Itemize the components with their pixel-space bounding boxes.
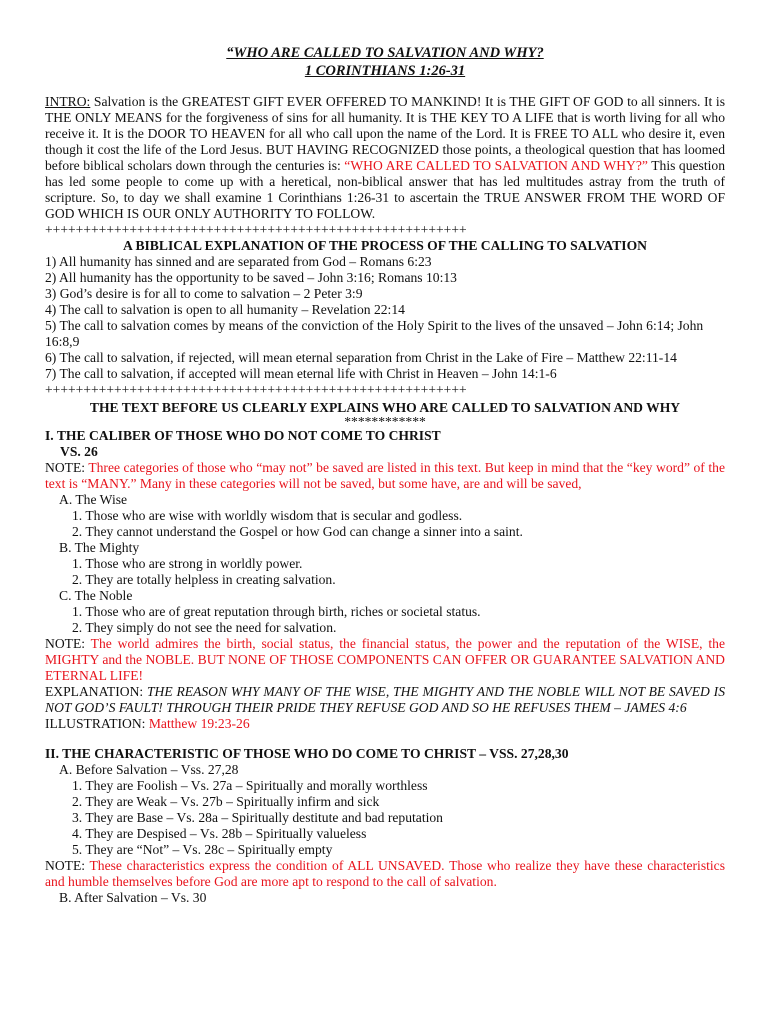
explanation-item: 3) God’s desire is for all to come to salvation – 2 Peter 3:9	[45, 286, 363, 301]
category-label: C. The Noble	[59, 588, 133, 603]
explanation-item: 6) The call to salvation, if rejected, will mean eternal separation from Christ in the Lake of Fire – Matthew 22:11-14	[45, 350, 677, 365]
illustration-reference: Matthew 19:23-26	[148, 716, 250, 731]
characteristic-item: 4. They are Despised – Vs. 28b – Spiritually valueless	[72, 826, 367, 841]
illustration-label: ILLUSTRATION:	[45, 716, 149, 731]
intro-text-continued: This question has led some people to come up with a heretical, non-biblical answer that has led multitudes astray from the truth of scripture. So, to day we shall examine 1 Corinthians 1:26-31 to ascertain the TRUE ANSWER FROM THE WORD OF GOD WHICH IS OUR ONLY AUTHORITY TO FOLLOW.	[45, 158, 725, 221]
explanation-item: 4) The call to salvation is open to all humanity – Revelation 22:14	[45, 302, 405, 317]
text-heading: THE TEXT BEFORE US CLEARLY EXPLAINS WHO ARE CALLED TO SALVATION AND WHY	[89, 400, 681, 415]
document-page	[45, 44, 725, 906]
category-item: 2. They are totally helpless in creating salvation.	[72, 572, 336, 587]
section2-heading: II. THE CHARACTERISTIC OF THOSE WHO DO COME TO CHRIST – VSS. 27,28,30	[45, 746, 569, 761]
section2-before-list	[45, 778, 725, 858]
section2-note	[45, 858, 725, 890]
document-reference: 1 CORINTHIANS 1:26-31	[304, 63, 466, 79]
note2-text: The world admires the birth, social status, the financial status, the power and the reputation of the WISE, the MIGHTY and the NOBLE. BUT NONE OF THOSE COMPONENTS CAN OFFER OR GUARANTEE SALVATION AND ETERNAL LIFE!	[45, 636, 726, 683]
explanation-item: 5) The call to salvation comes by means of the conviction of the Holy Spirit to the lives of the unsaved – John 6:14; John 16:8,9	[45, 318, 704, 349]
category-label: A. The Wise	[59, 492, 128, 507]
characteristic-item: 3. They are Base – Vs. 28a – Spiritually destitute and bad reputation	[72, 810, 443, 825]
category-item: 1. Those who are of great reputation through birth, riches or societal status.	[72, 604, 481, 619]
category-label: B. The Mighty	[59, 540, 140, 555]
explanation-label: EXPLANATION:	[45, 684, 147, 699]
section2-note-text: These characteristics express the condition of ALL UNSAVED. Those who realize they have these characteristics and humble themselves before God are more apt to respond to the call of salvation.	[45, 858, 726, 889]
section1-explanation	[45, 684, 725, 716]
section1-note2	[45, 636, 725, 684]
characteristic-item: 1. They are Foolish – Vs. 27a – Spiritually and morally worthless	[72, 778, 428, 793]
section2-before-label: A. Before Salvation – Vss. 27,28	[59, 762, 239, 777]
separator-line-2: +++++++++++++++++++++++++++++++++++++++++++++++++++++++	[45, 382, 467, 397]
separator-line: +++++++++++++++++++++++++++++++++++++++++++++++++++++++	[45, 222, 467, 237]
explanation-item: 7) The call to salvation, if accepted will mean eternal life with Christ in Heaven – John 14:1-6	[45, 366, 557, 381]
note-text: Three categories of those who “may not” be saved are listed in this text. But keep in mind that the “key word” of the text is “MANY.” Many in these categories will not be saved, but some have, are and will be saved,	[45, 460, 725, 491]
note-label: NOTE:	[45, 460, 89, 475]
note2-label: NOTE:	[45, 636, 91, 651]
section1-heading: I. THE CALIBER OF THOSE WHO DO NOT COME TO CHRIST	[45, 428, 441, 443]
intro-text: Salvation is the GREATEST GIFT EVER OFFERED TO MANKIND! It is THE GIFT OF GOD to all sinners. It is THE ONLY MEANS for the forgiveness of sins for all humanity. It is THE KEY TO A LIFE that is worth living for all who receive it. It is the DOOR TO HEAVEN for all who call upon the name of the Lord. It is FREE TO ALL who desire it, even though it cost the life of the Lord Jesus. BUT HAVING RECOGNIZED those points, a theological question that has loomed before biblical scholars down through the centuries is:	[45, 94, 725, 173]
explanation-heading: A BIBLICAL EXPLANATION OF THE PROCESS OF THE CALLING TO SALVATION	[122, 238, 647, 253]
explanation-item: 2) All humanity has the opportunity to be saved – John 3:16; Romans 10:13	[45, 270, 457, 285]
intro-question: “WHO ARE CALLED TO SALVATION AND WHY?”	[344, 158, 648, 173]
category-item: 2. They simply do not see the need for salvation.	[72, 620, 337, 635]
explanation-text: THE REASON WHY MANY OF THE WISE, THE MIGHTY AND THE NOBLE WILL NOT BE SAVED IS NOT GOD’S FAULT! THROUGH THEIR PRIDE THEY REFUSE GOD AND SO HE REFUSES THEM – JAMES 4:6	[45, 684, 725, 715]
stars-divider: ************	[344, 414, 426, 429]
document-title: “WHO ARE CALLED TO SALVATION AND WHY?	[226, 45, 544, 61]
characteristic-item: 5. They are “Not” – Vs. 28c – Spiritually empty	[72, 842, 333, 857]
section2-after-label: B. After Salvation – Vs. 30	[59, 890, 207, 905]
category-item: 1. Those who are strong in worldly power.	[72, 556, 303, 571]
section1-note	[45, 460, 725, 492]
section2-note-label: NOTE:	[45, 858, 90, 873]
section1-verse: VS. 26	[60, 444, 98, 459]
intro-label: INTRO:	[45, 94, 91, 109]
category-item: 2. They cannot understand the Gospel or how God can change a sinner into a saint.	[72, 524, 523, 539]
category-item: 1. Those who are wise with worldly wisdom that is secular and godless.	[72, 508, 463, 523]
intro-paragraph	[45, 94, 725, 222]
characteristic-item: 2. They are Weak – Vs. 27b – Spiritually infirm and sick	[72, 794, 380, 809]
section1-groups	[45, 492, 725, 636]
explanation-list	[45, 254, 725, 382]
explanation-item: 1) All humanity has sinned and are separated from God – Romans 6:23	[45, 254, 432, 269]
section1-illustration	[45, 716, 725, 732]
